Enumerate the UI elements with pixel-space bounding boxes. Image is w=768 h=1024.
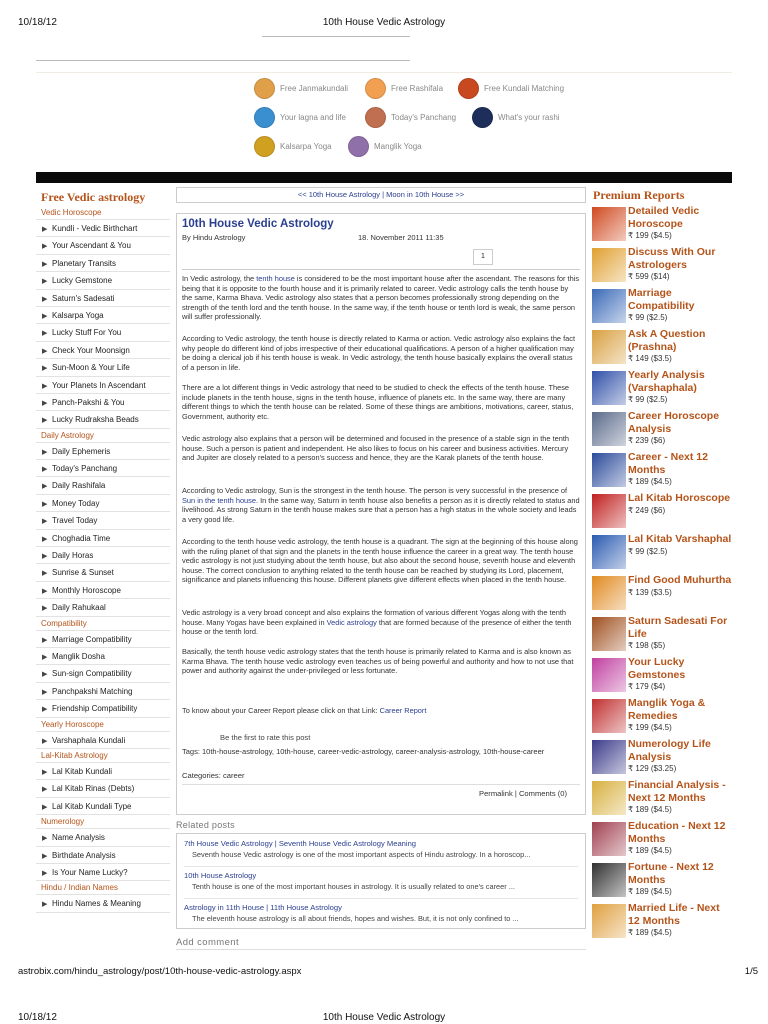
promo-free-rashifala[interactable]: [365, 78, 443, 99]
sidebar-item-label: Travel Today: [52, 516, 98, 526]
report-item[interactable]: [590, 615, 732, 656]
report-item[interactable]: [590, 533, 732, 574]
sidebar-title: Free Vedic astrology: [41, 190, 146, 204]
sidebar-item[interactable]: [36, 780, 170, 797]
reports-list: [590, 205, 732, 943]
arrow-right-icon: ▶: [42, 570, 48, 578]
report-price: ₹ 189 ($4.5): [628, 477, 672, 486]
report-price: ₹ 189 ($4.5): [628, 887, 672, 896]
report-price: ₹ 239 ($6): [628, 436, 666, 445]
arrow-right-icon: ▶: [42, 312, 48, 320]
report-item[interactable]: [590, 451, 732, 492]
report-name[interactable]: Manglik Yoga & Remedies: [628, 697, 706, 722]
print-page-number: 1/5: [744, 966, 758, 977]
article-paragraph: To know about your Career Report please click on that Link: Career Report: [182, 706, 427, 715]
sidebar-item-label: Panchpakshi Matching: [52, 686, 133, 696]
sidebar-item[interactable]: [36, 443, 170, 460]
sidebar-section-heading: Yearly Horoscope: [36, 718, 170, 732]
career-icon[interactable]: [592, 412, 626, 446]
arrow-right-icon: ▶: [42, 330, 48, 338]
sun-tenth-house-link[interactable]: Sun in the tenth house: [182, 495, 256, 505]
related-post-desc: Tenth house is one of the most important houses in astrology. It is usually related to one's career ...: [184, 881, 578, 899]
fortune-icon[interactable]: [592, 863, 626, 897]
sidebar-item[interactable]: [36, 847, 170, 864]
article-author: By Hindu Astrology: [182, 233, 246, 242]
sidebar-section-heading: Lal-Kitab Astrology: [36, 749, 170, 763]
article-paragraph: According to Vedic astrology, the tenth house is directly related to Karma or action. Vedic astrology also explains the fact why people do different kind of jobs irrespective of their educational qualifications. A person of a higher qualification may be doing a clerical job if his tenth house is weak. In Vedic astrology, the tenth house basically explains the overall status of a person in life.: [182, 334, 576, 372]
astrologer-icon[interactable]: [592, 248, 626, 282]
sidebar-item[interactable]: [36, 700, 170, 717]
article-paragraph: Vedic astrology also explains that a person will be determined and focused in the presence of a stable sign in the tenth house. Such a person is patient and independent. He also likes to focus on his career and business activities. Mercury and Jupiter are closely related to a person's success and hence, they are the Karak planets of the tenth house.: [182, 434, 570, 462]
sidebar-item-label: Check Your Moonsign: [52, 345, 130, 355]
arrow-right-icon: ▶: [42, 605, 48, 613]
promo-label: Free Rashifala: [391, 84, 444, 93]
arrow-right-icon: ▶: [42, 688, 48, 696]
article-date: 18. November 2011 11:35: [358, 233, 444, 242]
article-meta: [182, 233, 580, 247]
sidebar-item[interactable]: [36, 237, 170, 254]
sidebar-item[interactable]: [36, 564, 170, 581]
report-item[interactable]: [590, 369, 732, 410]
promo-label: What's your rashi: [498, 113, 560, 122]
report-name[interactable]: Career Horoscope Analysis: [628, 410, 720, 435]
sidebar-item[interactable]: [36, 683, 170, 700]
report-name[interactable]: Numerology Life Analysis: [628, 738, 711, 763]
report-price: ₹ 189 ($4.5): [628, 805, 672, 814]
sidebar-item[interactable]: [36, 547, 170, 564]
arrow-right-icon: ▶: [42, 417, 48, 425]
arrow-right-icon: ▶: [42, 636, 48, 644]
sidebar-item-label: Monthly Horoscope: [52, 585, 121, 595]
premium-reports-title: Premium Reports: [593, 188, 685, 202]
sidebar-item[interactable]: [36, 864, 170, 881]
report-name[interactable]: Married Life - Next 12 Months: [628, 902, 720, 927]
sidebar-item[interactable]: [36, 599, 170, 616]
promo-free-janmakundali[interactable]: [254, 78, 348, 99]
sidebar-item[interactable]: [36, 255, 170, 272]
sidebar-item-label: Lal Kitab Kundali Type: [52, 801, 132, 811]
arrow-right-icon: ▶: [42, 803, 48, 811]
related-post-desc: Seventh house Vedic astrology is one of the most important aspects of Hindu astrology. In a horoscop...: [184, 849, 578, 867]
promo-label: Free Janmakundali: [280, 84, 349, 93]
sidebar-item[interactable]: [36, 665, 170, 682]
arrow-right-icon: ▶: [42, 869, 48, 877]
married-life-icon[interactable]: [592, 904, 626, 938]
print-title: 10th House Vedic Astrology: [322, 17, 446, 28]
sidebar-section-heading: Numerology: [36, 815, 170, 829]
print-footer: [0, 1012, 768, 1024]
report-price: ₹ 199 ($4.5): [628, 723, 672, 732]
sidebar-item-label: Lucky Gemstone: [52, 276, 113, 286]
report-item[interactable]: [590, 902, 732, 943]
report-name[interactable]: Discuss With Our Astrologers: [628, 246, 716, 271]
report-item[interactable]: [590, 820, 732, 861]
add-comment-heading: Add comment: [176, 937, 240, 948]
sidebar-item-label: Sunrise & Sunset: [52, 568, 114, 578]
promo-row: [252, 136, 612, 165]
sidebar-item[interactable]: [36, 631, 170, 648]
report-price: ₹ 189 ($4.5): [628, 846, 672, 855]
sidebar-section-heading: Daily Astrology: [36, 429, 170, 443]
arrow-right-icon: ▶: [42, 671, 48, 679]
sidebar-item-label: Lal Kitab Rinas (Debts): [52, 784, 135, 794]
sidebar-item-label: Lucky Stuff For You: [52, 328, 122, 338]
related-post-desc: The eleventh house astrology is all about friends, hopes and wishes. But, it is not only confined to ...: [192, 914, 519, 923]
lalkitab-varsh-icon[interactable]: [592, 535, 626, 569]
arrow-right-icon: ▶: [42, 737, 48, 745]
sidebar-item-label: Friendship Compatibility: [52, 704, 138, 714]
arrow-right-icon: ▶: [42, 587, 48, 595]
arrow-right-icon: ▶: [42, 835, 48, 843]
report-price: ₹ 179 ($4): [628, 682, 666, 691]
promo-links: [252, 78, 612, 165]
sidebar-item[interactable]: [36, 272, 170, 289]
related-post-title[interactable]: 7th House Vedic Astrology | Seventh House Vedic Astrology Meaning: [184, 839, 417, 848]
sidebar-item-label: Daily Rashifala: [52, 481, 106, 491]
promo-lagna-life[interactable]: [254, 107, 346, 128]
report-name[interactable]: Marriage Compatibility: [628, 287, 695, 312]
sidebar-item[interactable]: [36, 895, 170, 912]
sidebar-section-heading: Compatibility: [36, 617, 170, 631]
report-item[interactable]: [590, 246, 732, 287]
arrow-right-icon: ▶: [42, 260, 48, 268]
arrow-right-icon: ▶: [42, 347, 48, 355]
sidebar-item-label: Name Analysis: [52, 833, 105, 843]
print-header: [0, 17, 768, 31]
sidebar-item-label: Saturn's Sadesati: [52, 293, 115, 303]
arrow-right-icon: ▶: [42, 399, 48, 407]
vedic-astrology-link[interactable]: Vedic astrology: [326, 617, 377, 627]
rating-prompt[interactable]: Be the first to rate this post: [220, 733, 311, 742]
sidebar-item-label: Sun-sign Compatibility: [52, 669, 132, 679]
arrow-right-icon: ▶: [42, 553, 48, 561]
report-name[interactable]: Education - Next 12 Months: [628, 820, 726, 845]
permalink-comments[interactable]: Permalink | Comments (0): [479, 789, 568, 798]
report-name[interactable]: Detailed Vedic Horoscope: [628, 205, 700, 230]
sidebar-item[interactable]: [36, 377, 170, 394]
sidebar-item[interactable]: [36, 411, 170, 428]
sidebar-item[interactable]: [36, 798, 170, 815]
gemstone-icon[interactable]: [592, 658, 626, 692]
print-date: 10/18/12: [18, 17, 57, 28]
saturn-icon[interactable]: [592, 617, 626, 651]
print-footer-url: astrobix.com/hindu_astrology/post/10th-house-vedic-astrology.aspx 1/5: [18, 966, 758, 977]
divider: [262, 36, 410, 37]
promo-label: Your lagna and life: [280, 113, 346, 122]
article-title[interactable]: 10th House Vedic Astrology: [182, 218, 334, 230]
report-name[interactable]: Financial Analysis - Next 12 Months: [628, 779, 726, 804]
muhurtha-icon[interactable]: [592, 576, 626, 610]
report-item[interactable]: [590, 492, 732, 533]
divider: [182, 784, 580, 785]
article-paragraph: There are a lot different things in Vedic astrology that need to be studied to check the effects of the tenth house. These include planets in the tenth house, signs in the tenth house, influence of planets etc. In the same way, there are many different things to which the tenth house can be related. Some of these things are ambitions, motivations, career, status, Government, authority etc.: [182, 383, 574, 421]
sidebar-item[interactable]: [36, 342, 170, 359]
sidebar-item-label: Daily Horas: [52, 551, 94, 561]
report-price: ₹ 599 ($14): [628, 272, 670, 281]
sidebar-item-label: Hindu Names & Meaning: [52, 899, 141, 909]
sidebar-item[interactable]: [36, 512, 170, 529]
sidebar-item[interactable]: [36, 477, 170, 494]
sidebar-item[interactable]: [36, 495, 170, 512]
manglik-icon: [348, 136, 369, 157]
sidebar-section-heading: Vedic Horoscope: [36, 206, 170, 220]
sidebar-section-heading: Hindu / Indian Names: [36, 881, 170, 895]
divider: [182, 269, 580, 270]
right-sidebar: [590, 188, 732, 943]
report-item[interactable]: [590, 656, 732, 697]
divider: [36, 60, 410, 61]
sidebar-item[interactable]: [36, 290, 170, 307]
sidebar-item[interactable]: [36, 648, 170, 665]
promo-row: [252, 107, 612, 136]
promo-todays-panchang[interactable]: [365, 107, 456, 128]
report-name[interactable]: Career - Next 12 Months: [628, 451, 708, 476]
sidebar-item-label: Birthdate Analysis: [52, 850, 116, 860]
arrow-right-icon: ▶: [42, 278, 48, 286]
report-price: ₹ 99 ($2.5): [628, 395, 668, 404]
finance-icon[interactable]: [592, 781, 626, 815]
sidebar-item-label: Daily Ephemeris: [52, 446, 111, 456]
report-item[interactable]: [590, 861, 732, 902]
arrow-right-icon: ▶: [42, 483, 48, 491]
report-price: ₹ 189 ($4.5): [628, 928, 672, 937]
report-name[interactable]: Fortune - Next 12 Months: [628, 861, 714, 886]
matching-icon: [458, 78, 479, 99]
article-paragraph: Vedic astrology is a very broad concept and also explains the formation of various different Yogas along with the tenth house. Many Yogas have been explained in Vedic astrology that are formed because of the presence of either the tenth house or the tenth lord.: [182, 608, 572, 636]
related-post-title[interactable]: Astrology in 11th House | 11th House Astrology: [184, 903, 342, 912]
divider: [176, 949, 586, 950]
arrow-right-icon: ▶: [42, 466, 48, 474]
report-item[interactable]: [590, 328, 732, 369]
article-paragraph: Basically, the tenth house vedic astrology states that the tenth house is primarily related to Karma and is also known as Karma Bhava. The tenth house vedic astrology even teaches us of being powerful and authority and how to not use that power and authority against the under-privileged or less fortunate.: [182, 647, 574, 675]
promo-label: Free Kundali Matching: [484, 84, 565, 93]
sidebar-item-label: Sun-Moon & Your Life: [52, 363, 130, 373]
report-name[interactable]: Lal Kitab Varshaphal: [628, 533, 732, 545]
article: [176, 213, 586, 815]
report-price: ₹ 149 ($3.5): [628, 354, 672, 363]
arrow-right-icon: ▶: [42, 518, 48, 526]
related-posts: [176, 833, 586, 929]
rashifala-icon: [365, 78, 386, 99]
sidebar-item-label: Money Today: [52, 498, 100, 508]
promo-label: Today's Panchang: [391, 113, 457, 122]
arrow-right-icon: ▶: [42, 653, 48, 661]
sidebar-item-label: Panch-Pakshi & You: [52, 397, 125, 407]
sidebar-item-label: Choghadia Time: [52, 533, 111, 543]
promo-label: Kalsarpa Yoga: [280, 142, 332, 151]
sidebar-item-label: Is Your Name Lucky?: [52, 867, 128, 877]
report-price: ₹ 199 ($4.5): [628, 231, 672, 240]
sidebar-list: [36, 206, 170, 913]
arrow-right-icon: ▶: [42, 226, 48, 233]
sidebar-item-label: Manglik Dosha: [52, 651, 105, 661]
numerology-icon[interactable]: [592, 740, 626, 774]
sidebar-item[interactable]: [36, 324, 170, 341]
sidebar-item[interactable]: [36, 829, 170, 846]
article-paragraph: According to the tenth house vedic astrology, the tenth house is a quadrant. The sign at the beginning of this house along with the ruling planet of that sign and the planets in the tenth house influence the career in a great way. The tenth house vedic astrology is not just studying about the tenth house, but also about the second house, seventh house and eleventh house. The correct conclusion to anything related to the tenth house can be reached by studying its Lord, placement, significance and planets influencing this house. Different planets give different effects when placed in the tenth house.: [182, 537, 578, 584]
sidebar-item-label: Today's Panchang: [52, 464, 118, 474]
article-paragraph: According to Vedic astrology, Sun is the strongest in the tenth house. The person is very successful in the presence of Sun in the tenth house. In the same way, Saturn in tenth house also benefits a person as it is directly related to status and livelihood. As strong Saturn in the tenth house makes sure that a person has a high status in the whole society and leads a very good life.: [182, 486, 580, 524]
question-icon[interactable]: [592, 330, 626, 364]
yearly-icon[interactable]: [592, 371, 626, 405]
report-price: ₹ 198 ($5): [628, 641, 666, 650]
kundali-icon: [254, 78, 275, 99]
report-name[interactable]: Find Good Muhurtha: [628, 574, 732, 586]
sidebar-item[interactable]: [36, 460, 170, 477]
promo-free-kundali-matching[interactable]: [458, 78, 564, 99]
manglik-icon[interactable]: [592, 699, 626, 733]
arrow-right-icon: ▶: [42, 448, 48, 456]
article-categories[interactable]: Categories: career: [182, 771, 245, 780]
sidebar-item-label: Lucky Rudraksha Beads: [52, 415, 139, 425]
related-posts-heading: Related posts: [176, 820, 235, 830]
arrow-right-icon: ▶: [42, 500, 48, 508]
report-item[interactable]: [590, 410, 732, 451]
lalkitab-icon[interactable]: [592, 494, 626, 528]
lagna-icon: [254, 107, 275, 128]
print-title: 10th House Vedic Astrology: [322, 1012, 446, 1023]
sidebar-item[interactable]: [36, 220, 170, 237]
sidebar-item[interactable]: [36, 530, 170, 547]
sidebar-item[interactable]: [36, 394, 170, 411]
arrow-right-icon: ▶: [42, 901, 48, 909]
promo-manglik-yoga[interactable]: [348, 136, 422, 157]
kalsarpa-icon: [254, 136, 275, 157]
career-report-link[interactable]: Career Report: [379, 706, 427, 715]
horoscope-icon[interactable]: [592, 207, 626, 241]
sidebar-item[interactable]: [36, 307, 170, 324]
sidebar-item-label: Varshaphala Kundali: [52, 735, 126, 745]
arrow-right-icon: ▶: [42, 706, 48, 714]
print-date: 10/18/12: [18, 1012, 57, 1023]
arrow-right-icon: ▶: [42, 535, 48, 543]
report-item[interactable]: [590, 287, 732, 328]
report-price: ₹ 129 ($3.25): [628, 764, 677, 773]
arrow-right-icon: ▶: [42, 295, 48, 303]
page-number: 1: [473, 249, 493, 265]
related-post-title[interactable]: 10th House Astrology: [184, 871, 257, 880]
report-price: ₹ 139 ($3.5): [628, 588, 672, 597]
arrow-right-icon: ▶: [42, 382, 48, 390]
report-price: ₹ 99 ($2.5): [628, 313, 668, 322]
report-item[interactable]: [590, 205, 732, 246]
report-name[interactable]: Yearly Analysis (Varshaphala): [628, 369, 705, 394]
career-next-icon[interactable]: [592, 453, 626, 487]
arrow-right-icon: ▶: [42, 243, 48, 251]
promo-whats-your-rashi[interactable]: [472, 107, 560, 128]
sidebar-item-label: Your Ascendant & You: [52, 241, 131, 251]
arrow-right-icon: ▶: [42, 786, 48, 794]
divider: [36, 72, 732, 73]
sidebar-item-label: Kundli - Vedic Birthchart: [52, 224, 138, 233]
panchang-icon: [365, 107, 386, 128]
report-name[interactable]: Lal Kitab Horoscope: [628, 492, 731, 504]
rashi-icon: [472, 107, 493, 128]
arrow-right-icon: ▶: [42, 852, 48, 860]
report-price: ₹ 99 ($2.5): [628, 547, 668, 556]
sidebar-item-label: Daily Rahukaal: [52, 603, 106, 613]
sidebar-item[interactable]: [36, 359, 170, 376]
promo-kalsarpa-yoga[interactable]: [254, 136, 332, 157]
sidebar-item[interactable]: [36, 763, 170, 780]
report-item[interactable]: [590, 574, 732, 615]
sidebar-item-label: Kalsarpa Yoga: [52, 310, 104, 320]
left-sidebar: [36, 188, 170, 913]
report-item[interactable]: [590, 779, 732, 820]
article-tags[interactable]: Tags: 10th-house-astrology, 10th-house, career-vedic-astrology, career-analysis-astrology, 10th-house-career: [182, 747, 545, 756]
sidebar-item[interactable]: [36, 732, 170, 749]
post-navigation[interactable]: << 10th House Astrology | Moon in 10th House >>: [176, 187, 586, 203]
article-paragraph: In Vedic astrology, the tenth house is considered to be the most important house after the ascendant. The reasons for this being that it is opposite to the fourth house and it is primarily related to career. Vedic astrology calls the tenth house by the same, Karma Bhava. Vedic astrology also states that a person becomes professionally strong depending on the strength of the tenth lord and the tenth house. In the same way, if the tenth house or tenth lord is weak, the same person will suffer professionally.: [182, 274, 580, 321]
sidebar-item[interactable]: [36, 582, 170, 599]
promo-label: Manglik Yoga: [374, 142, 422, 151]
report-price: ₹ 249 ($6): [628, 506, 666, 515]
sidebar-item-label: Lal Kitab Kundali: [52, 766, 113, 776]
report-name[interactable]: Ask A Question (Prashna): [628, 328, 706, 353]
report-name[interactable]: Your Lucky Gemstones: [628, 656, 686, 681]
report-item[interactable]: [590, 738, 732, 779]
sidebar-item-label: Your Planets In Ascendant: [52, 380, 146, 390]
nav-bar: [36, 172, 732, 183]
arrow-right-icon: ▶: [42, 365, 48, 373]
sidebar-item-label: Marriage Compatibility: [52, 634, 132, 644]
marriage-icon[interactable]: [592, 289, 626, 323]
report-item[interactable]: [590, 697, 732, 738]
arrow-right-icon: ▶: [42, 768, 48, 776]
education-icon[interactable]: [592, 822, 626, 856]
sidebar-item-label: Planetary Transits: [52, 258, 117, 268]
tenth-house-link[interactable]: tenth house: [256, 274, 295, 283]
report-name[interactable]: Saturn Sadesati For Life: [628, 615, 728, 640]
promo-row: [252, 78, 612, 107]
